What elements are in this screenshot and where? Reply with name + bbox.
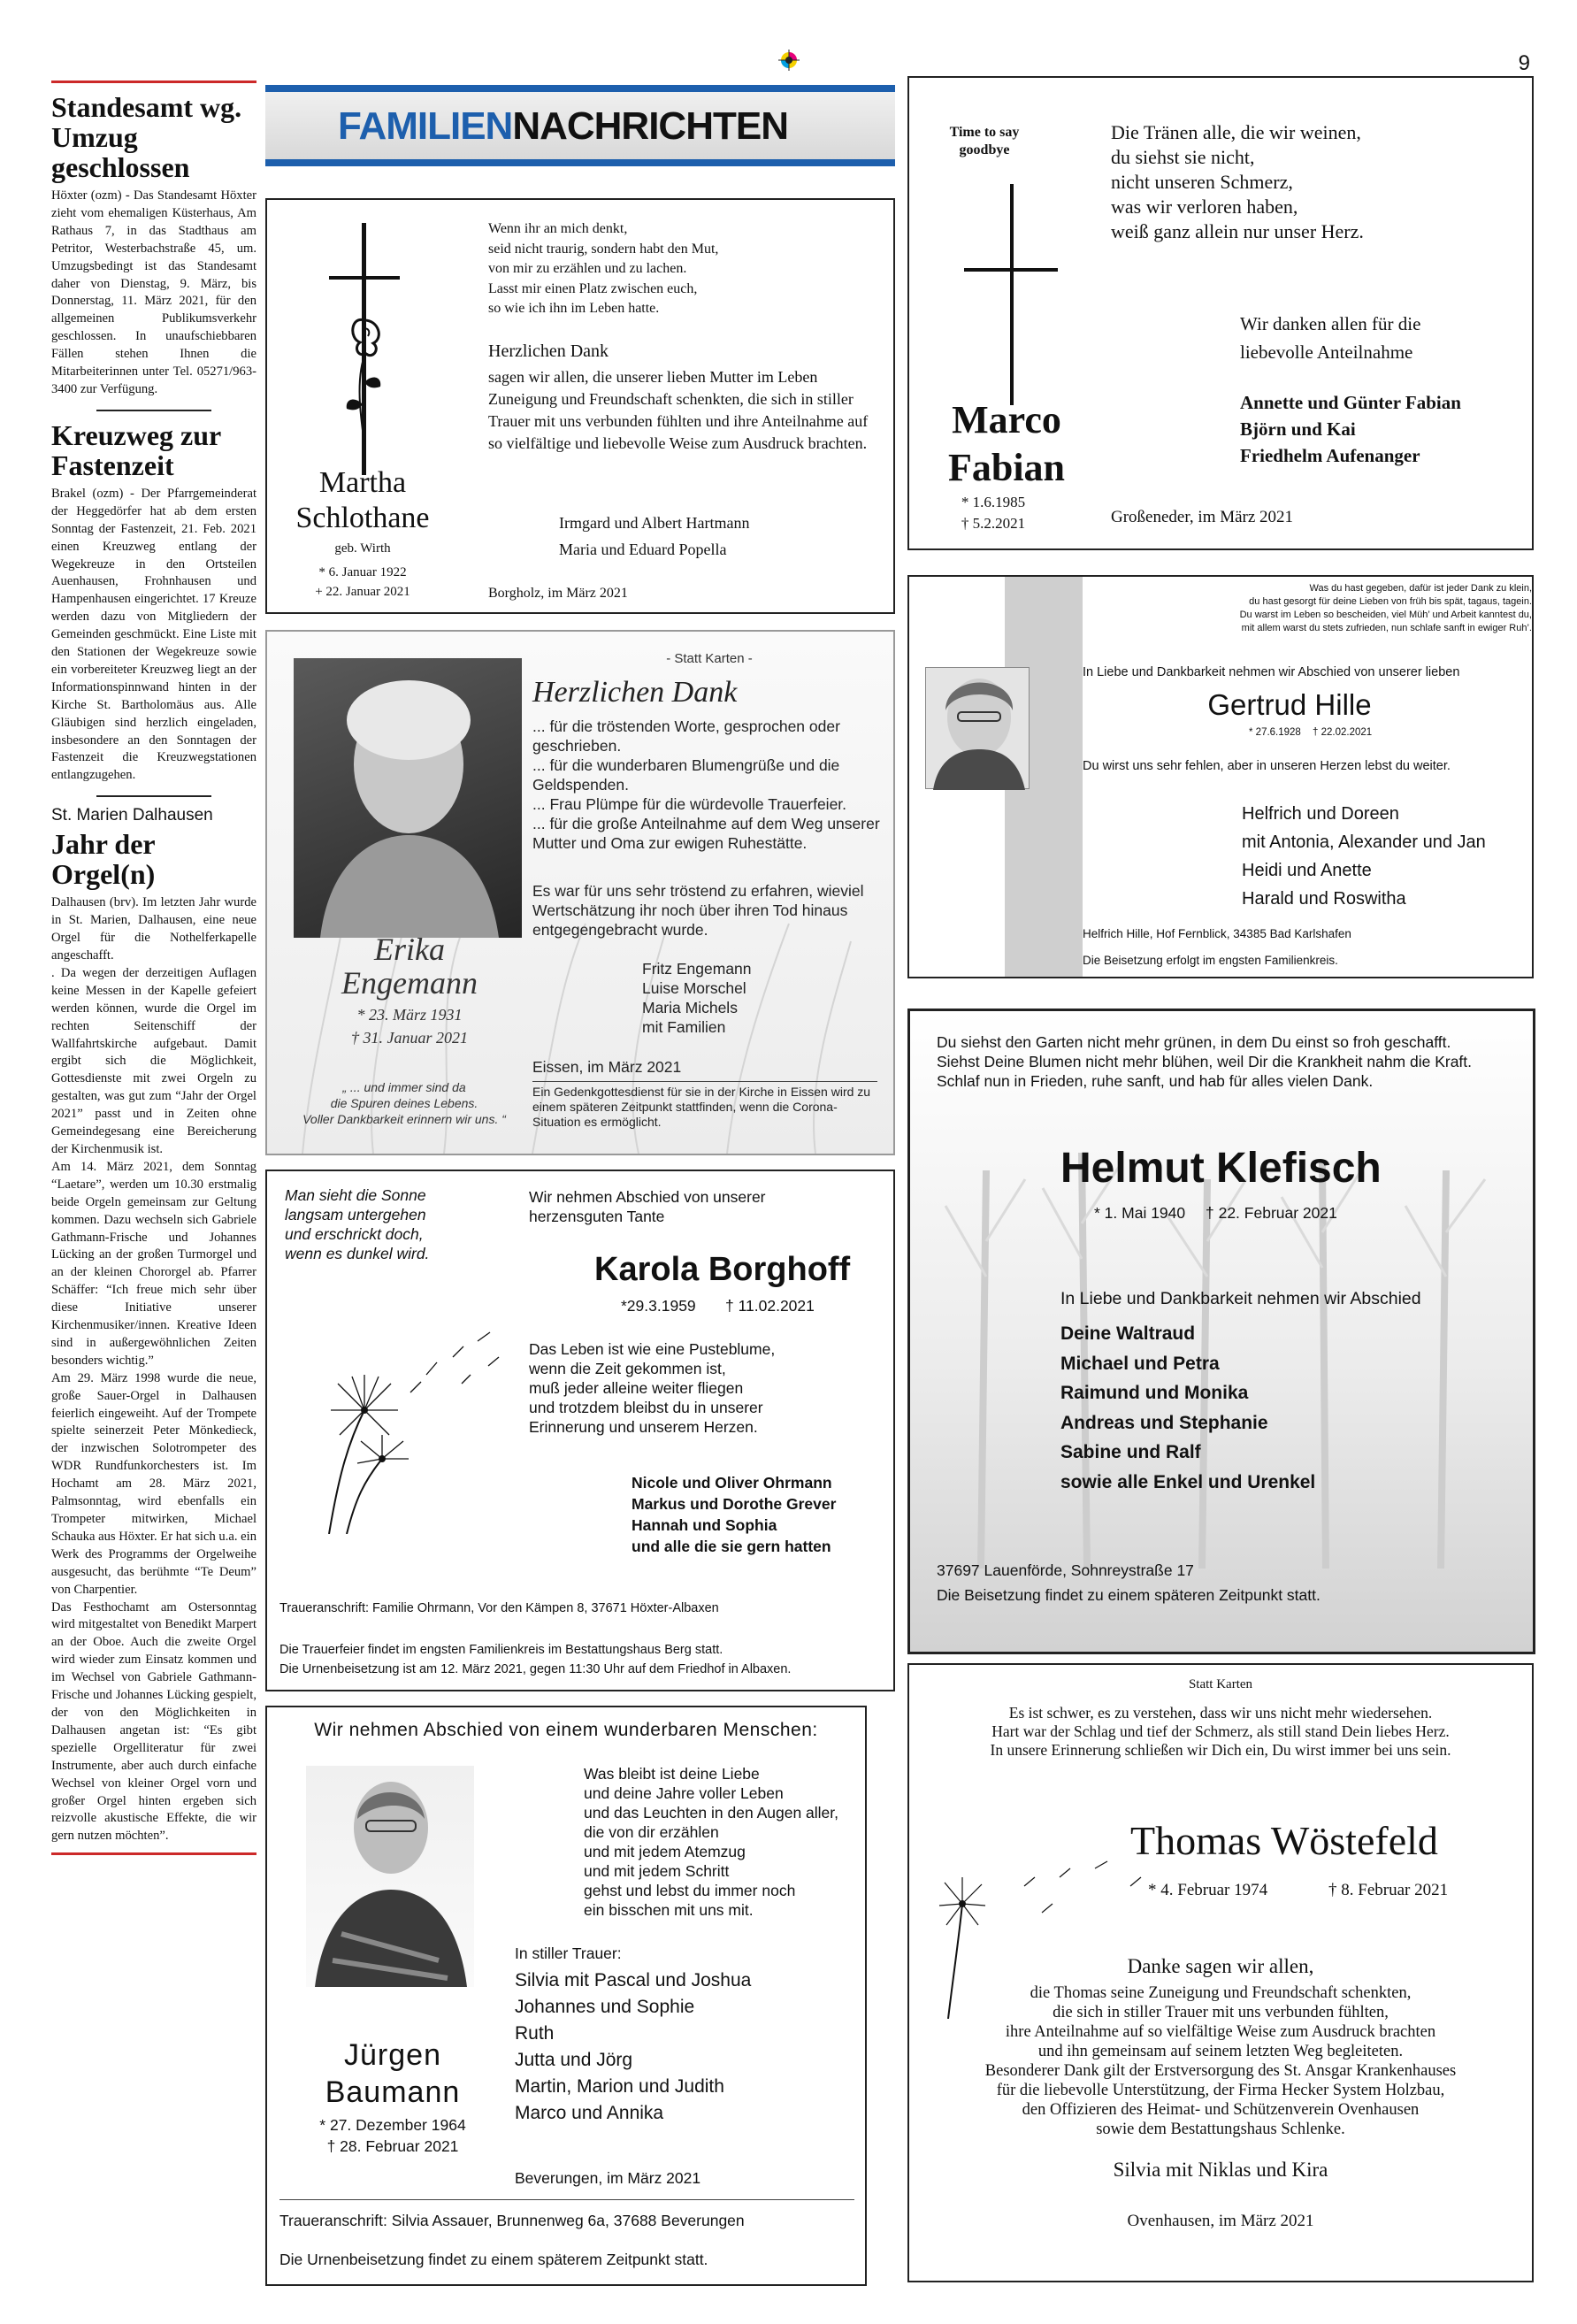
place-date-fabian: Großeneder, im März 2021 (1111, 508, 1294, 526)
cross-rose-icon (320, 214, 409, 479)
cross-icon (962, 184, 1060, 405)
obituary-fabian (907, 76, 1534, 550)
maiden-name-schlothane: geb. Wirth (334, 541, 391, 556)
thanks-list-item: ... für die tröstenden Worte, gesprochen oder geschrieben. (532, 717, 840, 755)
died-klefisch: † 22. Februar 2021 (1206, 1204, 1337, 1222)
deceased-name-borghoff: Karola Borghoff (594, 1251, 851, 1288)
thanks-text-woestefeld: die Thomas seine Zuneigung und Freundschaft schenkten, die sich in stiller Trauer mit uns verbunden fühlten, ihre Anteilnahme auf so vielfältige Weise zum Ausdruck brachten und ihn gemeinsam auf seinem letzten Weg begleiteten. Besonderer Dank gilt der Erstversorgung des St. Ansgar Krankenhauses für die liebevolle Unterstützung, der Firma Hecker System Holzbau, den Offizieren des Heimat- und Schützenverein Ovenhausen sowie dem Bestattungshaus Schlenke. (984, 1984, 1457, 2138)
signers-klefisch: Deine Waltraud Michael und Petra Raimund und Monika Andreas und Stephanie Sabine und Ralf sowie alle Enkel und Urenkel (1060, 1323, 1316, 1492)
thanks-heading-woestefeld: Danke sagen wir allen, (1127, 1955, 1314, 1977)
signers-schlothane: Irmgard und Albert Hartmann Maria und Eduard Popella (559, 514, 750, 558)
article-kicker-dalhausen: St. Marien Dalhausen (51, 806, 213, 825)
deceased-name-klefisch: Helmut Klefisch (1060, 1145, 1382, 1192)
thanks-list-item: ... für die wunderbaren Blumengrüße und die Geldspenden. (532, 756, 840, 794)
thanks-heading-engemann: Herzlichen Dank (532, 676, 738, 709)
deceased-name-woestefeld: Thomas Wöstefeld (1130, 1818, 1438, 1863)
urn-notice-baumann: Die Urnenbeisetzung findet zu einem späterem Zeitpunkt statt. (279, 2251, 708, 2268)
signers-baumann: Silvia mit Pascal und Joshua Johannes und Sophie Ruth Jutta und Jörg Martin, Marion und Judith Marco und Annika (515, 1970, 752, 2123)
thanks-fabian: Wir danken allen für die liebevolle Anteilnahme (1240, 313, 1421, 363)
born-hille: * 27.6.1928 (1249, 727, 1301, 738)
left-column (51, 87, 256, 1855)
intro-klefisch: In Liebe und Dankbarkeit nehmen wir Abschied (1060, 1289, 1421, 1308)
signers-fabian: Annette und Günter Fabian Björn und Kai Friedhelm Aufenanger (1240, 392, 1461, 466)
quote-borghoff: Man sieht die Sonne langsam untergehen und erschrickt doch, wenn es dunkel wird. (285, 1186, 430, 1262)
poem-borghoff: Das Leben ist wie eine Pusteblume, wenn die Zeit gekommen ist, muß jeder alleine weiter fliegen und trotzdem bleibst du in unserer Erinnerung und unserem Herzen. (529, 1340, 776, 1436)
place-date-woestefeld: Ovenhausen, im März 2021 (1127, 2212, 1314, 2230)
born-klefisch: * 1. Mai 1940 (1094, 1204, 1186, 1222)
article-title-orgel: Jahr der Orgel(n) (51, 828, 156, 891)
article-divider (96, 795, 211, 797)
article-body-standesamt: Höxter (ozm) - Das Standesamt Höxter zieht vom ehemaligen Küsterhaus, Am Rathaus 7, in das Stadthaus am Petritor, Westerbachstraße 45, um. Umzugsbedingt ist das Standesamt daher von Dienstag, 9. März, bis Donnerstag, 11. März 2021, für den allgemeinen Publikumsverkehr geschlossen. In unaufschiebbaren Fällen stehen Ihnen die Mitarbeiterinnen unter Tel. 05271/963-3400 zur Verfügung. (51, 188, 256, 396)
section-title-part2: NACHRICHTEN (512, 104, 788, 148)
thanks-list-engemann (532, 717, 886, 853)
life-dates-schlothane: * 6. Januar 1922 + 22. Januar 2021 (315, 565, 410, 599)
life-dates-fabian: * 1.6.1985 † 5.2.2021 (961, 494, 1026, 532)
obituary-klefisch (907, 1009, 1535, 1654)
address-klefisch: 37697 Lauenförde, Sohnreystraße 17 (937, 1561, 1194, 1579)
died-hille: † 22.02.2021 (1313, 727, 1373, 738)
article-body-orgel: Dalhausen (brv). Im letzten Jahr wurde in St. Marien, Dalhausen, eine neue Orgel für die Nothelferkapelle angeschafft. . Da wegen der derzeitigen Auflagen keine Messen in der Kapelle gefeiert werden können, wurde die Orgel im rechten Seitenschiff der Wallfahrtskirche aufgebaut. Damit ergibt sich die Möglichkeit, Gottesdienste mit zwei Orgeln zu gestalten, was gut zum “Jahr der Orgel 2021” passt und in Zeiten ohne Gemeindegesang eine Bereicherung der Kirchenmusik ist. Am 14. März 2021, dem Sonntag “Laetare”, werden um 10.30 erstmalig beide Orgeln gemeinsam zur Geltung kommen. Dazu wechseln sich Gabriele Gathmann-Frische und Johannes Lücking an der großen Turmorgel und an der kleinen Chororgel ab. Pfarrer Schäffer: “Ich freue mich sehr über diese Initiative unserer Kirchenmusiker/innen. Kreative Ideen sind in außergewöhnlichen Zeiten besonders wichtig.” Am 29. März 1998 wurde die neue, große Sauer-Orgel in Dalhausen feierlich eingeweiht. Auf der Trompete spielte seinerzeit Peter Mönkedieck, der inzwischen Solotrompeter des WDR Rundfunkorchesters ist. Im Hochamt am 28. März 2021, Palmsonntag, wird ebenfalls ein Trompeter mitwirken, Michael Schauka aus Höxter. Er hat sich u.a. ein Werk des Programms der Orgelweihe ausgesucht, das berühmte “Te Deum” von Charpentier. Das Festhochamt am Ostersonntag wird mitgestaltet von Benedikt Marpert an der Oboe. Auch die zweite Orgel wird wieder zum Einsatz kommen und im Wechsel von Gabriele Gathmann-Frische und Johannes Lücking gespielt, der von den Möglichkeiten in Dalhausen angetan ist: “Es gibt spezielle Orgelliteratur für zwei Instrumente, aber auch durch einfache Wechsel von kleiner Orgel vorn und großer Orgel hinten ergeben sich reizvolle akustische Effekte, die wir gern nutzen möchten”. (51, 895, 256, 1844)
tagline-fabian: Time to say goodbye (949, 125, 1020, 157)
divider-baumann (279, 2199, 854, 2200)
signers-hille: Helfrich und Doreen mit Antonia, Alexander und Jan Heidi und Anette Harald und Roswitha (1242, 804, 1486, 909)
born-woestefeld: * 4. Februar 1974 (1148, 1881, 1268, 1899)
poem-klefisch: Du siehst den Garten nicht mehr grünen, in dem Du einst so froh geschafft. Siehst Deine Blumen nicht mehr blühen, weil Dir die Krankheit nahm die Kraft. Schlaf nun in Frieden, ruhe sanft, und hab für alles vielen Dank. (937, 1033, 1473, 1090)
obituary-woestefeld (907, 1663, 1534, 2282)
died-woestefeld: † 8. Februar 2021 (1328, 1881, 1449, 1899)
deceased-name-baumann: Jürgen Baumann (325, 2038, 461, 2109)
thanks-list-item: ... für die große Anteilnahme auf dem Weg unserer Mutter und Oma zur ewigen Ruhestätte. (532, 815, 880, 852)
article-title-standesamt: Standesamt wg. Umzug geschlossen (51, 91, 242, 183)
place-date-engemann: Eissen, im März 2021 (532, 1058, 682, 1076)
left-column-bottom-rule (51, 1852, 256, 1855)
born-borghoff: *29.3.1959 (621, 1297, 696, 1315)
section-title (338, 104, 788, 149)
obituary-engemann (265, 630, 895, 1155)
banner-top-stripe (265, 85, 895, 92)
funeral-klefisch: Die Beisetzung findet zu einem späteren Zeitpunkt statt. (937, 1586, 1321, 1604)
registration-mark-icon (778, 50, 800, 71)
left-column-top-rule (51, 81, 256, 83)
divider-engemann (532, 1081, 877, 1082)
portrait-hille (925, 667, 1030, 789)
article-title-kreuzweg: Kreuzweg zur Fastenzeit (51, 418, 221, 481)
obituary-schlothane (265, 198, 895, 614)
life-dates-baumann: * 27. Dezember 1964 † 28. Februar 2021 (319, 2116, 466, 2155)
article-divider (96, 410, 211, 411)
place-date-baumann: Beverungen, im März 2021 (515, 2169, 701, 2187)
thanks-text-schlothane: sagen wir allen, die unserer lieben Mutter im Leben Zuneigung und Freundschaft schenkten, die sich in stiller Trauer mit uns verbunden fühlten und ihre Anteilnahme auf so vielfältige und liebevolle Weise zum Ausdruck brachten. (488, 368, 869, 452)
life-dates-engemann: * 23. März 1931 † 31. Januar 2021 (351, 1006, 468, 1047)
signers-engemann: Fritz Engemann Luise Morschel Maria Michels mit Familien (642, 960, 752, 1036)
header-baumann: Wir nehmen Abschied von einem wunderbaren Menschen: (314, 1720, 818, 1740)
page-number: 9 (1518, 51, 1530, 75)
portrait-man-icon (306, 1766, 474, 1987)
thanks-heading-schlothane: Herzlichen Dank (488, 341, 609, 361)
address-hille: Helfrich Hille, Hof Fernblick, 34385 Bad Karlshafen (1083, 927, 1351, 940)
missed-hille: Du wirst uns sehr fehlen, aber in unseren Herzen lebst du weiter. (1083, 759, 1451, 773)
statt-karten-woestefeld: Statt Karten (1188, 1677, 1253, 1691)
intro-borghoff: Wir nehmen Abschied von unserer herzensguten Tante (529, 1188, 766, 1225)
funeral-hille: Die Beisetzung erfolgt im engsten Familienkreis. (1083, 954, 1338, 967)
article-body-kreuzweg: Brakel (ozm) - Der Pfarrgemeinderat der Heggedörfer hat ab dem ersten Sonntag der Fastenzeit, 21. Feb. 2021 einen Kreuzweg entlang der Wegekreuze in den Ortsteilen Auenhausen, Frohnhausen und Hampenhausen eingerichtet. 17 Kreuze werden dazu von Mitgliedern der Gemeinden geschmückt. Eine Liste mit den Stationen der Wegekreuze sowie ein vorbereiteter Kreuzweg liegt an der Informationspinnwand hinten in der Kirche St. Bartholomäus aus. Alle Gläubigen sind herzlich eingeladen, insbesondere an den Sonntagen der Fastenzeit die Kreuzwegstationen entlangzugehen. (51, 486, 256, 783)
deceased-name-hille: Gertrud Hille (1207, 688, 1372, 721)
deceased-name-engemann: Erika Engemann (341, 932, 478, 1001)
poem-woestefeld: Es ist schwer, es zu verstehen, dass wir uns nicht mehr wiedersehen. Hart war der Schlag und tief der Schmerz, als still stand Dein liebes Herz. In unsere Erinnerung schließen wir Dich ein, Du wirst immer bei uns sein. (990, 1704, 1451, 1759)
address-borghoff: Traueranschrift: Familie Ohrmann, Vor den Kämpen 8, 37671 Höxter-Albaxen (279, 1601, 719, 1615)
statt-karten-engemann: - Statt Karten - (666, 651, 753, 666)
signers-woestefeld: Silvia mit Niklas und Kira (1113, 2159, 1328, 2181)
registration-mark (778, 50, 800, 71)
died-borghoff: † 11.02.2021 (725, 1297, 815, 1315)
portrait-engemann (294, 658, 522, 938)
obituary-hille (907, 575, 1534, 978)
portrait-baumann (306, 1766, 474, 1987)
mourning-label-baumann: In stiller Trauer: (515, 1944, 622, 1962)
deceased-name-schlothane: Martha Schlothane (295, 466, 430, 534)
intro-hille: In Liebe und Dankbarkeit nehmen wir Abschied von unserer lieben (1083, 665, 1460, 679)
poem-schlothane: Wenn ihr an mich denkt, seid nicht traurig, sondern habt den Mut, von mir zu erzählen und zu lachen. Lasst mir einen Platz zwischen euch, so wie ich ihn im Leben hatte. (488, 221, 719, 316)
comfort-text-engemann: Es war für uns sehr tröstend zu erfahren, wieviel Wertschätzung ihr noch über ihren Tod hinaus entgegengebracht wurde. (532, 882, 864, 939)
poem-baumann: Was bleibt ist deine Liebe und deine Jahre voller Leben und das Leuchten in den Augen aller, die von dir erzählen und mit jedem Atemzug und mit jedem Schritt gehst und lebst du immer noch ein bisschen mit uns mit. (584, 1765, 839, 1919)
dandelion-icon (276, 1277, 515, 1534)
portrait-woman-icon (926, 668, 1030, 790)
poem-fabian: Die Tränen alle, die wir weinen, du siehst sie nicht, nicht unseren Schmerz, was wir verloren haben, weiß ganz allein nur unser Herz. (1111, 121, 1364, 242)
address-baumann: Traueranschrift: Silvia Assauer, Brunnenweg 6a, 37688 Beverungen (279, 2212, 745, 2229)
quote-engemann: „ ... und immer sind da die Spuren deines Lebens. Voller Dankbarkeit erinnern wir uns. “ (302, 1080, 506, 1126)
poem-hille: Was du hast gegeben, dafür ist jeder Dank zu klein, du hast gesorgt für deine Lieben von früh bis spät, tagaus, tagein. Du warst im Leben so bescheiden, viel Müh’ und Arbeit kanntest du, mit allem warst du stets zufrieden, nun schlafe sanft in ewiger Ruh’. (1239, 583, 1532, 633)
portrait-woman-icon (294, 658, 522, 938)
section-banner (265, 85, 895, 166)
section-title-part1: FAMILIEN (338, 104, 513, 148)
signers-borghoff: Nicole und Oliver Ohrmann Markus und Dorothe Grever Hannah und Sophia und alle die sie gern hatten (632, 1474, 837, 1555)
place-date-schlothane: Borgholz, im März 2021 (488, 586, 628, 601)
notice-engemann: Ein Gedenkgottesdienst für sie in der Kirche in Eissen wird zu einem späteren Zeitpunkt stattfinden, wenn die Corona-Situation es ermöglicht. (532, 1085, 871, 1129)
banner-bottom-stripe (265, 159, 895, 166)
obituary-baumann (265, 1706, 867, 2286)
funeral-borghoff: Die Trauerfeier findet im engsten Familienkreis im Bestattungshaus Berg statt. Die Urnenbeisetzung ist am 12. März 2021, gegen 11:30 Uhr auf dem Friedhof in Albaxen. (279, 1643, 792, 1676)
thanks-list-item: ... Frau Plümpe für die würdevolle Trauerfeier. (532, 795, 847, 813)
obituary-borghoff (265, 1170, 895, 1691)
deceased-name-fabian: Marco Fabian (947, 398, 1066, 489)
